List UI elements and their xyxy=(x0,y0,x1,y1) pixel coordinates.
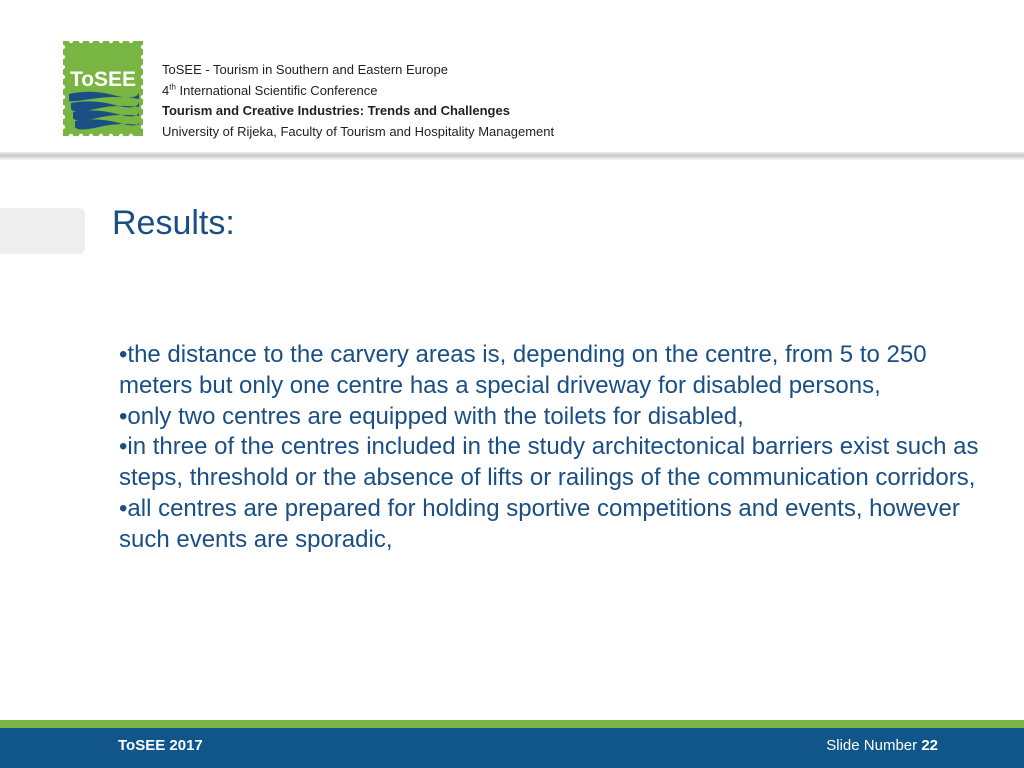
bullet-item: •all centres are prepared for holding sportive competitions and events, however such events are sporadic, xyxy=(119,494,960,553)
title-tab-decoration xyxy=(0,208,85,254)
footer-accent-stripe xyxy=(0,720,1024,728)
logo-wordmark: ToSEE xyxy=(69,68,137,91)
slide-number xyxy=(826,737,938,754)
slide-number-value: 22 xyxy=(921,737,938,754)
header-line-2-superscript: th xyxy=(169,82,176,92)
conference-header xyxy=(162,60,554,142)
header-line-1: ToSEE - Tourism in Southern and Eastern Europe xyxy=(162,62,448,77)
slide-body xyxy=(119,340,979,556)
footer-bar xyxy=(0,728,1024,768)
tosee-stamp-logo-icon xyxy=(61,39,145,138)
slide-number-label: Slide Number xyxy=(826,737,918,754)
header-line-4: University of Rijeka, Faculty of Tourism and Hospitality Management xyxy=(162,123,555,139)
footer-event-name: ToSEE 2017 xyxy=(118,737,203,754)
slide-title: Results: xyxy=(112,204,235,242)
header-line-2-number: 4 xyxy=(162,82,170,98)
header-line-3: Tourism and Creative Industries: Trends and Challenges xyxy=(162,103,510,118)
tosee-logo xyxy=(61,39,145,138)
bullet-item: •only two centres are equipped with the toilets for disabled, xyxy=(119,402,744,430)
header-divider xyxy=(0,152,1024,160)
bullet-item: •in three of the centres included in the study architectonical barriers exist such as steps, threshold or the absence of lifts or railings of the communication corridors, xyxy=(119,433,979,492)
header-line-2-text: International Scientific Conference xyxy=(175,82,378,98)
bullet-item: •the distance to the carvery areas is, depending on the centre, from 5 to 250 meters but only one centre has a special driveway for disabled persons, xyxy=(119,341,927,399)
header-line-2 xyxy=(162,81,554,102)
